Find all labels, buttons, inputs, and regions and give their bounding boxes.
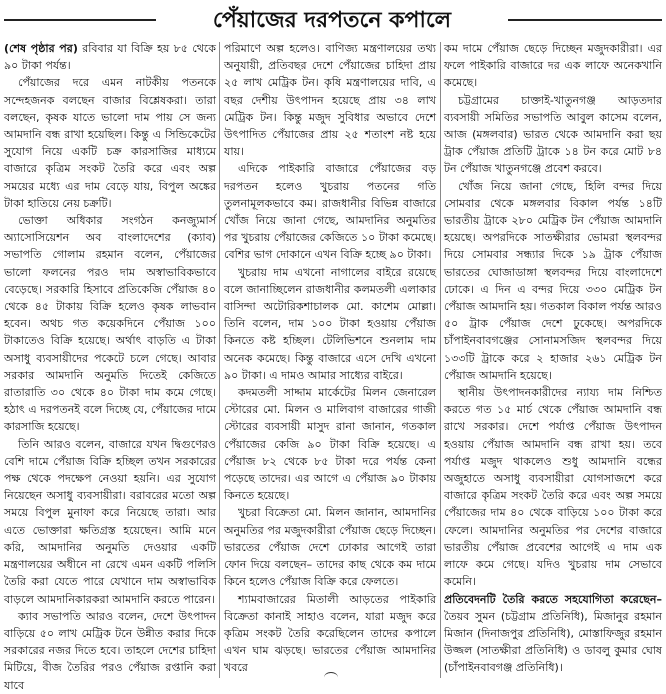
column-1	[4, 40, 216, 692]
paragraph: চট্টগ্রামের চাক্তাই-খাতুনগঞ্জ আড়তদার ব্যবসায়ী সমিতির সভাপতি আবুল কাসেম বলেন, আজ (মঙ্গলবার) ভারত থেকে আমদানি করা ছয় ট্রাক পেঁয়াজ প্রতিটি ট্রাকে ১৪ টন করে মোট ৮৪ টন পেঁয়াজ খাতুনগঞ্জে প্রবেশ করবে।	[444, 93, 662, 176]
column-3	[444, 40, 662, 680]
paragraph: কম দামে পেঁয়াজ ছেড়ে দিচ্ছেন মজুদকারীরা। এর ফলে পাইকারি বাজারে দর এক লাফে অনেকখানি কমেছে।	[444, 42, 662, 90]
column-2	[224, 40, 436, 680]
credits-names: তৈয়ব সুমন (চট্টগ্রাম প্রতিনিধি), মিজানুর রহমান মিজান (দিনাজপুর প্রতিনিধি), মোস্তাফিজুর রহমান উজ্জল (সাতক্ষীরা প্রতিনিধি) ও ডাবলু কুমার ঘোষ (চাঁপাইনবাবগঞ্জ প্রতিনিধি)।	[444, 609, 662, 675]
paragraph: তিনি আরও বলেন, বাজারে যখন দ্বিগুণেরও বেশি দামে পেঁয়াজ বিক্রি হচ্ছিল তখন সরকারের পক্ষ থেকে পদক্ষেপ নেওয়া হয়নি। এর সুযোগ নিয়েছেন অসাধু ব্যবসায়ীরা। বরাবরের মতো অল্প সময়ে বিপুল মুনাফা করে নিয়েছে তারা। আর এতে ভোক্তারা ক্ষতিগ্রস্ত হয়েছেন। আমি মনে করি, আমদানির অনুমতি দেওয়ার একটি মন্ত্রণালয়ের অধীনে না রেখে এমন একটি পলিসি তৈরি করা যেতে পারে যেখানে দাম অস্বাভাবিক বাড়লে আমদানিকারকরা আমদানি করতে পারেন।	[4, 437, 216, 606]
paragraph: স্থানীয় উৎপাদনকারীদের ন্যায্য দাম নিশ্চিত করতে গত ১৫ মার্চ থেকে পেঁয়াজ আমদানি বন্ধ রাখে সরকার। দেশে পর্যাপ্ত পেঁয়াজ উৎপাদন হওয়ায় পেঁয়াজ আমদানি বন্ধ রাখা হয়। তবে পর্যাপ্ত মজুদ থাকলেও শুধু আমদানি বন্ধের অজুহাতে অসাধু ব্যবসায়ীরা যোগসাজশে করে বাজারে কৃত্রিম সংকট তৈরি করে এবং অল্প সময়ে পেঁয়াজের দাম ৪০ থেকে বাড়িয়ে ১০০ টাকা করে ফেলে। আমদানির অনুমতির পর দেশের বাজারে ভারতীয় পেঁয়াজ প্রবেশের আগেই এ দাম এক লাফে কমে গেছে। যদিও খুচরায় দাম সেভাবে কমেনি।	[444, 386, 662, 589]
paragraph: ভোক্তা অধিকার সংগঠন কনজ্যুমার্স অ্যাসোসিয়েশন অব বাংলাদেশের (ক্যাব) সভাপতি গোলাম রহমান বলেন, পেঁয়াজের ভালো ফলনের পরও দাম অস্বাভাবিকভাবে বেড়েছে। সরকারি হিসাবে প্রতিকেজি পেঁয়াজ ৪০ থেকে ৪৫ টাকায় বিক্রি হলেও কৃষক লাভবান হবেন। অথচ গত কয়েকদিনে পেঁয়াজ ১০০ টাকাতেও বিক্রি হয়েছে। অর্থাৎ বাড়তি এ টাকা অসাধু ব্যবসায়ীদের পকেটে চলে গেছে। আবার সরকার আমদানি অনুমতি দিতেই কেজিতে রাতারাতি ৩০ থেকে ৪০ টাকা দাম কমে গেছে। হঠাৎ এ দরপতনই বলে দিচ্ছে যে, পেঁয়াজের দামে কারসাজি হয়েছে।	[4, 214, 216, 434]
paragraph: কদমতলী সাদ্দাম মার্কেটের মিলন জেনারেল স্টোরের মো. মিলন ও মালিবাগ বাজারের গাজী স্টোরের ব্যবসায়ী মাসুদ রানা জানান, গতকাল পেঁয়াজের কেজি ৯০ টাকা বিক্রি হয়েছে। এ পেঁয়াজ ৮২ থেকে ৮৫ টাকা দরে পর্যন্ত কেনা পড়েছে তাদের। এর আগে এ পেঁয়াজ ৯০ টাকায় কিনতে হয়েছে।	[224, 386, 436, 503]
headline: পেঁয়াজের দরপতনে কপালে	[212, 7, 452, 33]
credits-paragraph	[444, 591, 662, 677]
paragraph-text: রবিবার যা বিক্রি হয় ৮৫ থেকে ৯০ টাকা পর্যন্ত।	[4, 42, 216, 73]
paragraph: শ্যামবাজারের মিতালী আড়তের পাইকারি বিক্রেতা কানাই সাহাও বলেন, যারা মজুদ করে কৃত্রিম সংকট তৈরি করেছিলেন তাদের কপালে এখন ঘাম ঝড়ছে। ভারতের পেঁয়াজ আমদানির খবরে	[224, 592, 436, 675]
paragraph: খুচরায় দাম এখনো নাগালের বাইরে রয়েছে বলে জানাচ্ছিলেন রাজধানীর কলমতলী এলাকার বাসিন্দা অটোরিকশাচালক মো. কাশেম মোল্লা। তিনি বলেন, দাম ১০০ টাকা হওয়ায় পেঁয়াজ কিনতে কষ্ট হচ্ছিল। টেলিভিশনে শুনলাম দাম অনেক কমেছে। কিন্তু বাজারে এসে দেখি এখনো ৯০ টাকা। এ দামও আমার সাধ্যের বাইরে।	[224, 265, 436, 382]
paragraph: খুচরা বিক্রেতা মো. মিলন জানান, আমদানির অনুমতির পর মজুদকারীরা পেঁয়াজ ছেড়ে দিচ্ছেন। ভারতের পেঁয়াজ দেশে ঢোকার আগেই তারা ফোন দিয়ে বলছেন– তাদের কাছ থেকে কম দামে কিনে হলেও পেঁয়াজ বিক্রি করে ফেলতে।	[224, 506, 436, 589]
credits-label: প্রতিবেদনটি তৈরি করতে সহযোগিতা করেছেন–	[444, 592, 662, 606]
continued-from-marker: (শেষ পৃষ্ঠার পর)	[4, 42, 78, 55]
paragraph	[4, 40, 216, 74]
paragraph: পেঁয়াজের দরে এমন নাটকীয় পতনকে সন্দেহজনক বলছেন বাজার বিশ্লেষকরা। তারা বলছেন, কৃষক যাতে ভালো দাম পায় সে জন্য আমদানি বন্ধ রাখা হয়েছিল। কিন্তু এ সিন্ডিকেটের সুযোগ নিয়ে একটি চক্র কারসাজির মাধ্যমে বাজারে কৃত্রিম সংকট তৈরি করে এবং অল্প সময়ের মধ্যে এর দাম বেড়ে যায়, বিপুল অঙ্কের টাকা হাতিয়ে নেয় চক্রটি।	[4, 76, 216, 210]
headline-rule-left	[4, 19, 156, 21]
column-divider	[219, 42, 220, 678]
page-curve-mark	[324, 672, 338, 683]
column-divider	[440, 42, 441, 678]
paragraph: ক্যাব সভাপতি আরও বলেন, দেশে উৎপাদন বাড়িয়ে ৫০ লাখ মেট্রিক টনে উন্নীত করার দিকে সরকারের নজর দিতে হবে। তাহলে দেশের চাহিদা মিটিয়ে, বীজ তৈরির পরও পেঁয়াজ রপ্তানি করা যাবে	[4, 609, 216, 692]
headline-area	[0, 0, 666, 40]
paragraph: পরিমাণে অল্প হলেও। বাণিজ্য মন্ত্রণালয়ের তথ্য অনুযায়ী, প্রতিবছর দেশে পেঁয়াজের চাহিদা প্রায় ২৫ লাখ মেট্রিক টন। কৃষি মন্ত্রণালয়ের দাবি, এ বছর দেশীয় উৎপাদন হয়েছে প্রায় ৩৪ লাখ মেট্রিক টন। কিন্তু মজুদ সুবিধার অভাবে দেশে উৎপাদিত পেঁয়াজের প্রায় ২৫ শতাংশ নষ্ট হয়ে যায়।	[224, 42, 436, 159]
headline-rule-right	[508, 19, 662, 21]
paragraph: খোঁজ নিয়ে জানা গেছে, হিলি বন্দর দিয়ে সোমবার থেকে মঙ্গলবার বিকাল পর্যন্ত ১৪টি ভারতীয় ট্রাকে ২৮০ মেট্রিক টন পেঁয়াজ আমদানি হয়েছে। অপরদিকে সাতক্ষীরার ভোমরা স্থলবন্দর দিয়ে সোমবার সন্ধ্যার দিকে ১৯ ট্রাক পেঁয়াজ ভারতের ঘোজাডাঙ্গা স্থলবন্দর দিয়ে বাংলাদেশে ঢোকে। এ দিন এ বন্দর দিয়ে ৩৩০ মেট্রিক টন পেঁয়াজ আমদানি হয়। গতকাল বিকাল পর্যন্ত আরও ৫০ ট্রাক পেঁয়াজ দেশে ঢুকেছে। অপরদিকে চাঁপাইনবাবগঞ্জের সোনামসজিদ স্থলবন্দর দিয়ে ১৩৩টি ট্রাকে করে ২ হাজার ২৬১ মেট্রিক টন পেঁয়াজ আমদানি হয়েছে।	[444, 179, 662, 382]
paragraph: এদিকে পাইকারি বাজারে পেঁয়াজের বড় দরপতন হলেও খুচরায় পতনের গতি তুলনামূলকভাবে কম। রাজধানীর বিভিন্ন বাজারে খোঁজ নিয়ে জানা গেছে, আমদানির অনুমতির পর খুচরায় পেঁয়াজের কেজিতে ১০ টাকা কমেছে। বেশির ভাগ দোকানে এখন বিক্রি হচ্ছে ৯০ টাকা।	[224, 162, 436, 262]
